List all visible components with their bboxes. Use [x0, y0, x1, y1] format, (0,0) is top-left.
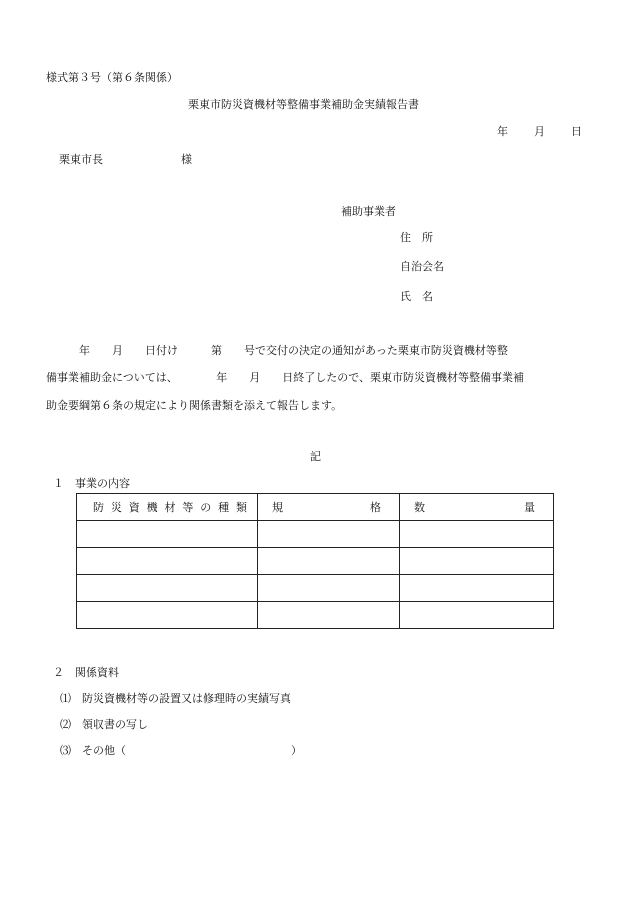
table-cell: [400, 521, 554, 548]
date-day-label: 日: [571, 125, 582, 138]
addressee-honorific: 様: [181, 153, 192, 166]
body-text-line-2: 備事業補助金については、 年 月 日終了したので、栗東市防災資機材等整備事業補: [46, 371, 525, 384]
project-contents-table: [76, 493, 554, 629]
table-cell: [77, 602, 258, 629]
date-month-label: 月: [534, 125, 545, 138]
applicant-label: 補助事業者: [341, 205, 396, 218]
body-text-line-1: 年 月 日付け 第 号で交付の決定の通知があった栗東市防災資機材等整: [46, 344, 508, 357]
association-name-label: 自治会名: [400, 260, 444, 273]
document-title: 栗東市防災資機材等整備事業補助金実績報告書: [188, 98, 419, 111]
related-document-item-1: ⑴ 防災資機材等の設置又は修理時の実績写真: [60, 692, 291, 705]
table-cell: [400, 602, 554, 629]
table-row: [77, 548, 554, 575]
column-header-specification: 規 格: [258, 494, 400, 521]
name-label: 氏 名: [400, 290, 433, 303]
table-cell: [77, 521, 258, 548]
table-cell: [400, 575, 554, 602]
table-cell: [77, 548, 258, 575]
record-heading: 記: [310, 450, 321, 463]
table-cell: [77, 575, 258, 602]
table-cell: [258, 521, 400, 548]
table-cell: [258, 575, 400, 602]
section-1-heading: １ 事業の内容: [53, 477, 130, 490]
body-text-line-3: 助金要綱第６条の規定により関係書類を添えて報告します。: [46, 399, 343, 412]
addressee-mayor: 栗東市長: [59, 153, 103, 166]
related-document-item-2: ⑵ 領収書の写し: [60, 718, 148, 731]
date-year-label: 年: [497, 125, 508, 138]
form-number: 様式第３号（第６条関係）: [46, 71, 178, 84]
table-cell: [400, 548, 554, 575]
table-header-row: [77, 494, 554, 521]
table-cell: [258, 548, 400, 575]
column-header-equipment-type: 防 災 資 機 材 等 の 種 類: [77, 494, 258, 521]
table-row: [77, 575, 554, 602]
column-header-quantity: 数 量: [400, 494, 554, 521]
table-row: [77, 521, 554, 548]
table-row: [77, 602, 554, 629]
related-document-item-3: ⑶ その他（ ）: [60, 744, 302, 757]
section-2-heading: ２ 関係資料: [53, 666, 119, 679]
address-label: 住 所: [400, 231, 433, 244]
table-cell: [258, 602, 400, 629]
